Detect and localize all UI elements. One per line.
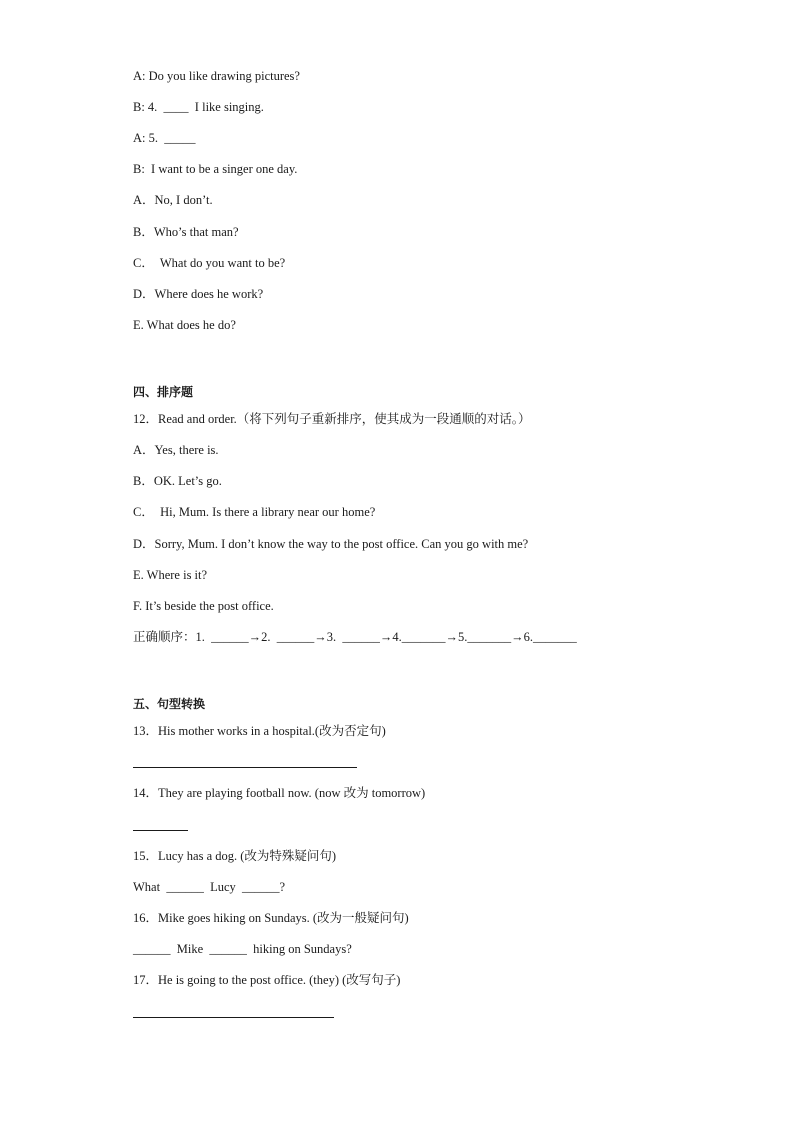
section5-heading: 五、句型转换 <box>133 697 206 711</box>
order-option-e: E. Where is it? <box>133 568 208 582</box>
answer-blank-14 <box>133 830 188 831</box>
question-16: 16．Mike goes hiking on Sundays. (改为一般疑问句) <box>133 911 409 925</box>
order-answer-line: 正确顺序：1. ______→2. ______→3. ______→4._______→5._______→6._______ <box>133 630 577 644</box>
dialogue-line-b1: B: 4. ____ I like singing. <box>133 100 264 114</box>
dialogue-option-d: D．Where does he work? <box>133 287 264 301</box>
section4-heading: 四、排序题 <box>133 385 194 399</box>
dialogue-option-a: A．No, I don’t. <box>133 193 213 207</box>
question-14: 14．They are playing football now. (now 改为 tomorrow) <box>133 786 426 800</box>
dialogue-option-e: E. What does he do? <box>133 318 236 332</box>
dialogue-line-a2: A: 5. _____ <box>133 131 196 145</box>
dialogue-line-b2: B: I want to be a singer one day. <box>133 162 298 176</box>
answer-blank-17 <box>133 1017 334 1018</box>
question-12: 12．Read and order.（将下列句子重新排序，使其成为一段通顺的对话。） <box>133 412 531 426</box>
question-17: 17．He is going to the post office. (they) (改写句子) <box>133 973 401 987</box>
order-option-a: A．Yes, there is. <box>133 443 219 457</box>
order-option-f: F. It’s beside the post office. <box>133 599 274 613</box>
answer-15: What ______ Lucy ______? <box>133 880 286 894</box>
answer-16: ______ Mike ______ hiking on Sundays? <box>133 942 352 956</box>
question-13: 13．His mother works in a hospital.(改为否定句) <box>133 724 386 738</box>
order-option-c: C． Hi, Mum. Is there a library near our home? <box>133 505 376 519</box>
order-option-d: D．Sorry, Mum. I don’t know the way to the post office. Can you go with me? <box>133 537 529 551</box>
order-option-b: B．OK. Let’s go. <box>133 474 222 488</box>
dialogue-option-b: B．Who’s that man? <box>133 225 239 239</box>
answer-blank-13 <box>133 767 357 768</box>
question-15: 15．Lucy has a dog. (改为特殊疑问句) <box>133 849 337 863</box>
dialogue-line-a1: A: Do you like drawing pictures? <box>133 69 300 83</box>
dialogue-option-c: C． What do you want to be? <box>133 256 286 270</box>
